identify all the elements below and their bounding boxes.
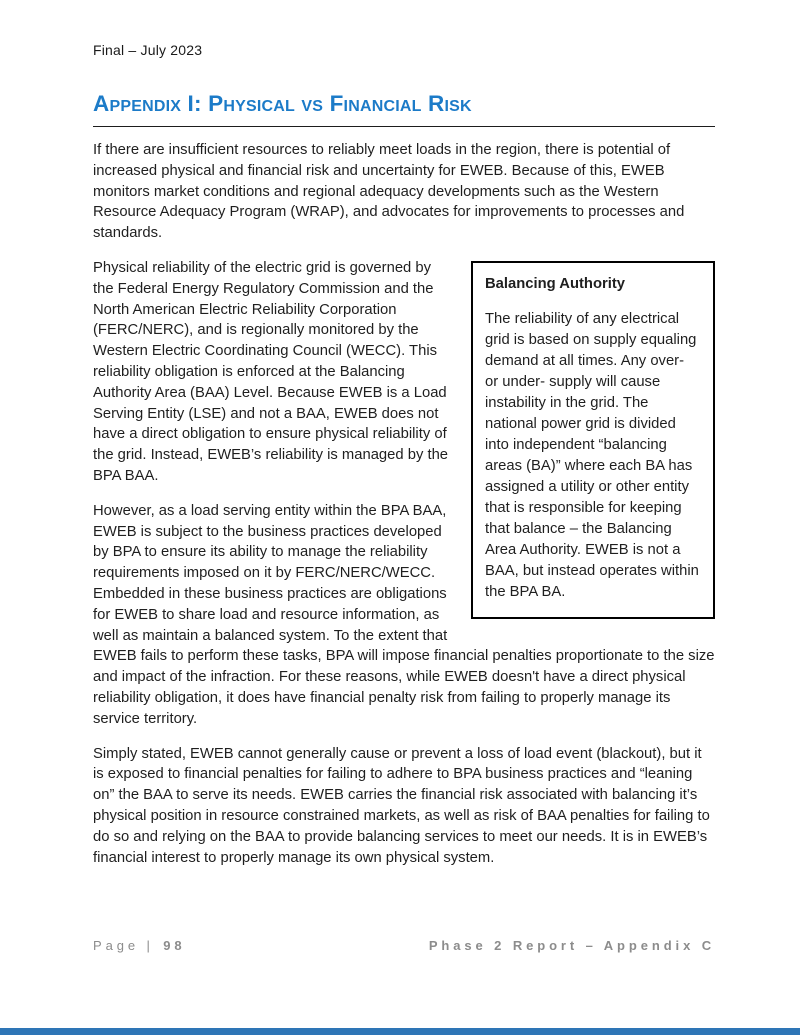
paragraph-business-practices: However, as a load serving entity within the BPA BAA, EWEB is subject to the business practices developed by BPA to ensure its ability to manage the reliability requirements imposed on it by FERC/NERC/WECC. Embedded in these business practices are obligations for EWEB to share load and resource information, as well as maintain a balanced system. To the extent that EWEB fails to perform these tasks, BPA will impose financial penalties proportionate to the size and impact of the infraction. For these reasons, while EWEB doesn't have a direct physical reliability obligation, it does have financial penalty risk from failing to properly manage its service territory. [93, 502, 715, 727]
paragraph-summary: Simply stated, EWEB cannot generally cause or prevent a loss of load event (blackout), but it is exposed to financial penalties for failing to adhere to BPA business practices and “leaning on” the BAA to serve its needs. EWEB carries the financial risk associated with balancing it’s physical position in resource constrained markets, as well as risk of BAA penalties for failing to do so and relying on the BAA to provide balancing services to meet our needs. It is in EWEB’s financial interest to properly manage its own physical system. [93, 745, 710, 866]
paragraph-physical-reliability: Physical reliability of the electric grid is governed by the Federal Energy Regulatory Commission and the North American Electric Reliability Corporation (FERC/NERC), and is regionally monitored by the Western Electric Coordinating Council (WECC). This reliability obligation is enforced at the Balancing Authority Area (BAA) Level. Because EWEB is a Load Serving Entity (LSE) and not a BAA, EWEB does not have a direct obligation to ensure physical reliability of the grid. Instead, EWEB’s reliability is managed by the BPA BAA. [93, 259, 449, 484]
footer-report-title: Phase 2 Report – Appendix C [428, 938, 715, 953]
footer-page-label: Page | [93, 938, 154, 953]
page-title: Appendix I: Physical vs Financial Risk [93, 91, 472, 116]
bottom-accent-bar [0, 1028, 800, 1035]
paragraph-intro: If there are insufficient resources to reliably meet loads in the region, there is potential of increased physical and financial risk and uncertainty for EWEB. Because of this, EWEB monitors market conditions and regional adequacy developments such as the Western Resource Adequacy Program (WRAP), and advocates for improvements to processes and standards. [93, 142, 685, 242]
balancing-authority-callout-box [471, 261, 715, 619]
footer-page-number: 98 [163, 938, 186, 953]
callout-title: Balancing Authority [485, 275, 626, 292]
callout-body-text: The reliability of any electrical grid is based on supply equaling demand at all times. Any over- or under- supply will cause instability in the grid. The national power grid is divided into independent “balancing areas (BA)” where each BA has assigned a utility or other entity that is responsible for keeping that balance – the Balancing Area Authority. EWEB is not a BAA, but instead operates within the BPA BA. [485, 310, 699, 600]
document-status-header: Final – July 2023 [93, 42, 203, 58]
footer-page-indicator [93, 938, 186, 953]
document-body [93, 140, 715, 868]
title-divider [93, 126, 715, 127]
page-footer [93, 938, 715, 953]
